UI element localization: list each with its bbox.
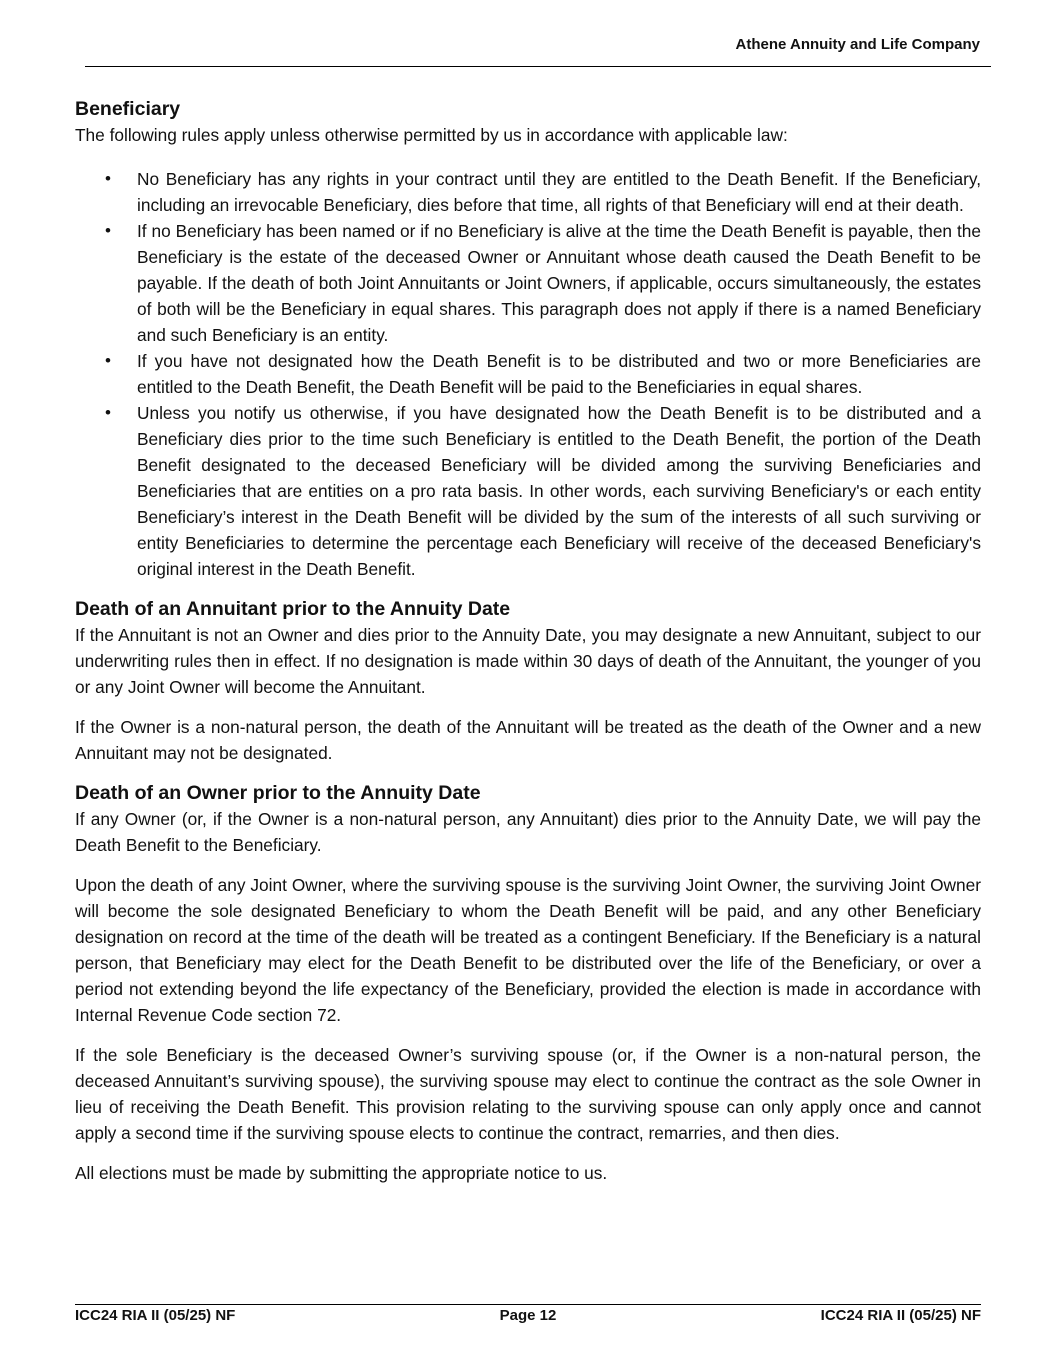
list-item [75, 218, 981, 348]
footer-form-number-left: ICC24 RIA II (05/25) NF [75, 1307, 236, 1324]
beneficiary-heading: Beneficiary [75, 98, 181, 120]
owner-death-paragraph-2: Upon the death of any Joint Owner, where the surviving spouse is the surviving Joint Owner, the surviving Joint Owner will become the sole designated Beneficiary to whom the Death Benefit will be paid, and any other Beneficiary designation on record at the time of the death will be treated as a contingent Beneficiary. If the Beneficiary is a natural person, that Beneficiary may elect for the Death Benefit to be distributed over the life of the Beneficiary, or over a period not extending beyond the life expectancy of the Beneficiary, provided the election is made in accordance with Internal Revenue Code section 72. [75, 875, 981, 1025]
list-item [75, 400, 981, 582]
bullet-icon: • [105, 403, 111, 422]
annuitant-death-paragraph-1: If the Annuitant is not an Owner and dies prior to the Annuity Date, you may designate a new Annuitant, subject to our underwriting rules then in effect. If no designation is made within 30 days of death of the Annuitant, the younger of you or any Joint Owner will become the Annuitant. [75, 625, 981, 697]
owner-death-paragraph-4: All elections must be made by submitting the appropriate notice to us. [75, 1163, 608, 1183]
bullet-icon: • [105, 169, 111, 188]
beneficiary-rules-list [75, 166, 981, 582]
annuitant-death-section [75, 596, 981, 766]
footer-form-number-right: ICC24 RIA II (05/25) NF [820, 1307, 981, 1324]
owner-death-paragraph-1: If any Owner (or, if the Owner is a non-natural person, any Annuitant) dies prior to the Annuity Date, we will pay the Death Benefit to the Beneficiary. [75, 809, 981, 855]
bullet-icon: • [105, 221, 111, 240]
footer-page-number: Page 12 [499, 1307, 557, 1324]
annuitant-death-heading: Death of an Annuitant prior to the Annuity Date [75, 598, 511, 620]
beneficiary-intro: The following rules apply unless otherwise permitted by us in accordance with applicable law: [75, 125, 788, 145]
list-item [75, 166, 981, 218]
list-item-text: Unless you notify us otherwise, if you have designated how the Death Benefit is to be distributed and a Beneficiary dies prior to the time such Beneficiary is entitled to the Death Benefit, the portion of the Death Benefit designated to the deceased Beneficiary will be divided among the surviving Beneficiaries and Beneficiaries that are entities on a pro rata basis. In other words, each surviving Beneficiary's or each entity Beneficiary’s interest in the Death Benefit will be divided by the sum of the interests of all such surviving or entity Beneficiaries to determine the percentage each Beneficiary will receive of the deceased Beneficiary's original interest in the Death Benefit. [137, 403, 981, 579]
header-company-name: Athene Annuity and Life Company [735, 36, 980, 53]
owner-death-paragraph-3: If the sole Beneficiary is the deceased Owner’s surviving spouse (or, if the Owner is a non-natural person, the deceased Annuitant’s surviving spouse), the surviving spouse may elect to continue the contract as the sole Owner in lieu of receiving the Death Benefit. This provision relating to the surviving spouse can only apply once and cannot apply a second time if the surviving spouse elects to continue the contract, remarries, and then dies. [75, 1045, 981, 1143]
list-item [75, 348, 981, 400]
owner-death-heading: Death of an Owner prior to the Annuity Date [75, 782, 481, 804]
page-content [75, 96, 981, 1200]
footer-divider [75, 1304, 981, 1305]
header-divider [85, 66, 991, 67]
list-item-text: No Beneficiary has any rights in your contract until they are entitled to the Death Benefit. If the Beneficiary, including an irrevocable Beneficiary, dies before that time, all rights of that Beneficiary will end at their death. [137, 169, 981, 215]
list-item-text: If no Beneficiary has been named or if no Beneficiary is alive at the time the Death Benefit is payable, then the Beneficiary is the estate of the deceased Owner or Annuitant whose death caused the Death Benefit to be payable. If the death of both Joint Annuitants or Joint Owners, if applicable, occurs simultaneously, the estates of both will be the Beneficiary in equal shares. This paragraph does not apply if there is a named Beneficiary and such Beneficiary is an entity. [137, 221, 981, 345]
beneficiary-section [75, 96, 981, 582]
owner-death-section [75, 780, 981, 1186]
annuitant-death-paragraph-2: If the Owner is a non-natural person, the death of the Annuitant will be treated as the death of the Owner and a new Annuitant may not be designated. [75, 717, 981, 763]
bullet-icon: • [105, 351, 111, 370]
list-item-text: If you have not designated how the Death Benefit is to be distributed and two or more Beneficiaries are entitled to the Death Benefit, the Death Benefit will be paid to the Beneficiaries in equal shares. [137, 351, 981, 397]
